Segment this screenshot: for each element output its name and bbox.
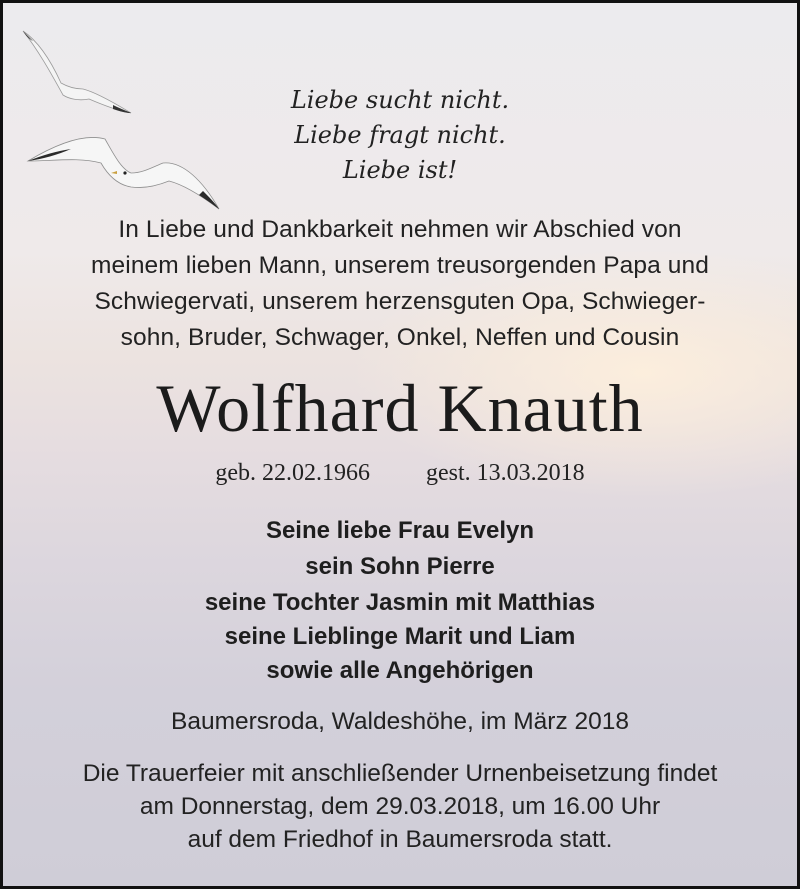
verse-line-1: Liebe sucht nicht. bbox=[290, 86, 510, 114]
ceremony-line-2: am Donnerstag, dem 29.03.2018, um 16.00 Uhr bbox=[139, 793, 661, 820]
intro-line-3: Schwiegervati, unserem herzensguten Opa, Schwieger- bbox=[94, 288, 706, 315]
mourner-line-4: seine Lieblinge Marit und Liam bbox=[224, 623, 576, 650]
intro-line-4: sohn, Bruder, Schwager, Onkel, Neffen und Cousin bbox=[120, 324, 680, 351]
life-dates bbox=[3, 460, 797, 487]
ceremony-line-1: Die Trauerfeier mit anschließender Urnenbeisetzung findet bbox=[82, 760, 718, 787]
mourner-line-1: Seine liebe Frau Evelyn bbox=[265, 517, 535, 544]
intro-line-2: meinem lieben Mann, unserem treusorgenden Papa und bbox=[91, 252, 709, 279]
intro-line-1: In Liebe und Dankbarkeit nehmen wir Abschied von bbox=[118, 216, 682, 243]
mourner-line-2: sein Sohn Pierre bbox=[305, 553, 495, 580]
verse-line-2: Liebe fragt nicht. bbox=[294, 121, 506, 149]
mourner-line-3: seine Tochter Jasmin mit Matthias bbox=[204, 589, 596, 616]
place-and-date: Baumersroda, Waldeshöhe, im März 2018 bbox=[171, 708, 629, 735]
birth-date: geb. 22.02.1966 bbox=[215, 460, 370, 486]
verse-line-3: Liebe ist! bbox=[342, 156, 458, 184]
deceased-name: Wolfhard Knauth bbox=[156, 370, 644, 446]
ceremony-line-3: auf dem Friedhof in Baumersroda statt. bbox=[187, 826, 613, 853]
mourner-line-5: sowie alle Angehörigen bbox=[266, 657, 534, 684]
death-date: gest. 13.03.2018 bbox=[425, 460, 585, 486]
